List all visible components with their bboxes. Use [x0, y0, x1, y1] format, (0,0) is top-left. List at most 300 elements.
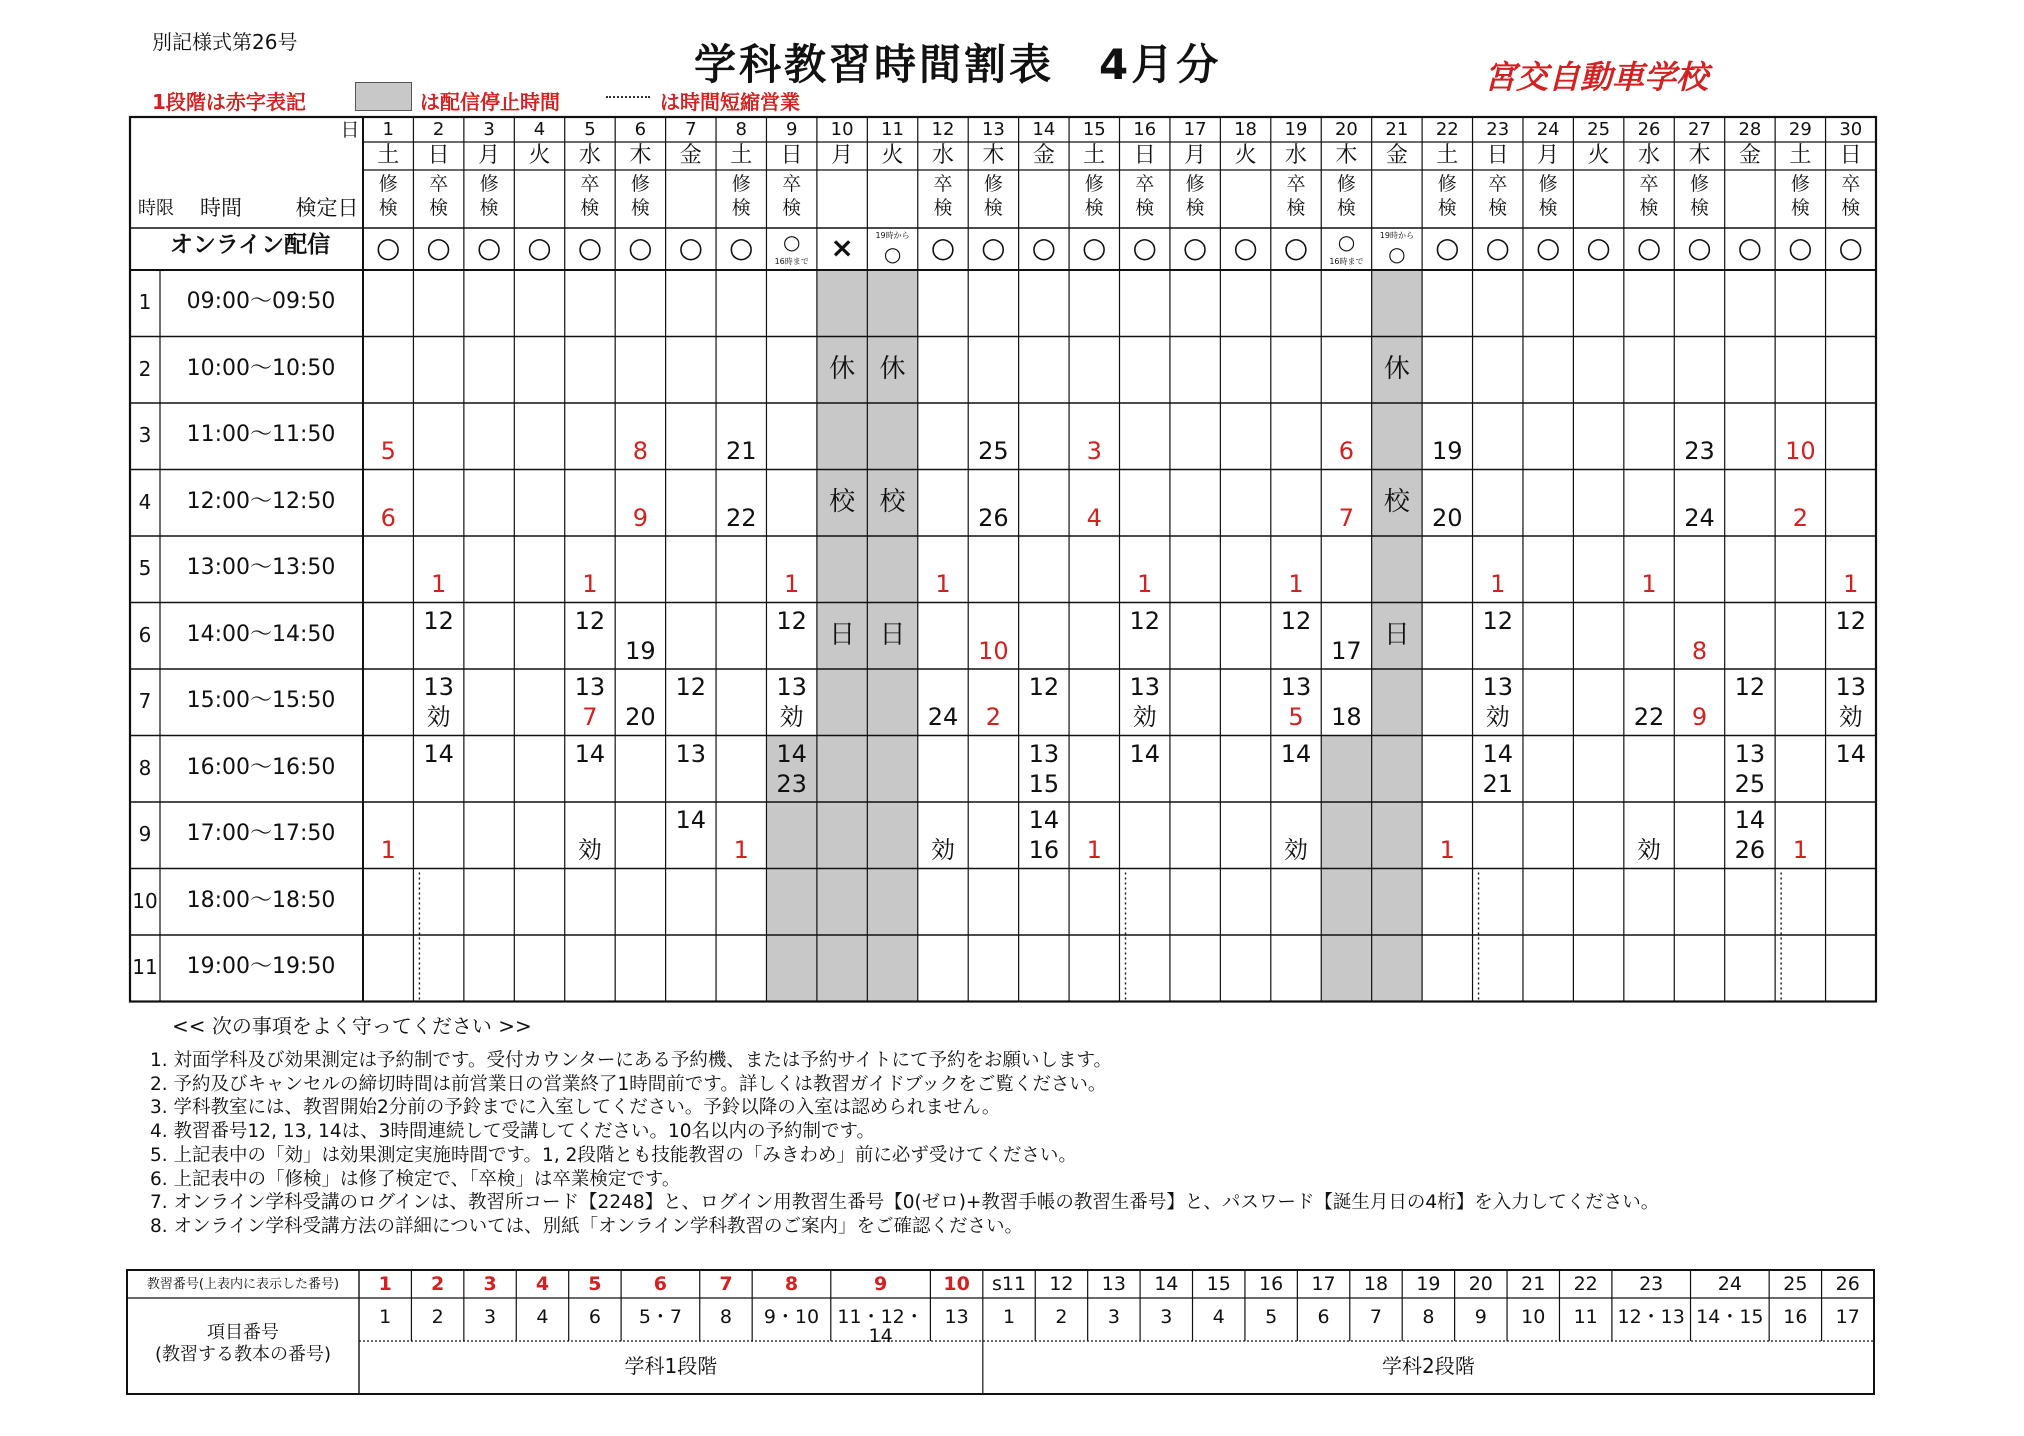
exam-type-top: 卒	[933, 173, 953, 195]
period-time: 13:00～13:50	[186, 555, 336, 581]
lesson-number: 18	[1363, 1273, 1389, 1295]
lesson-entry: 14	[675, 806, 707, 834]
lesson-entry: 14	[1482, 739, 1514, 768]
day-number: 25	[1587, 119, 1611, 140]
online-status: ○	[678, 231, 704, 264]
lesson-entry: 25	[1734, 769, 1766, 798]
item-number: 10	[1521, 1306, 1546, 1328]
online-status: ○	[1636, 231, 1662, 264]
online-status: ○	[426, 231, 451, 264]
lesson-number-row-label: 教習番号(上表内に表示した番号)	[146, 1277, 340, 1292]
day-number: 28	[1738, 119, 1762, 140]
weekday: 土	[1789, 143, 1812, 168]
online-status: ○	[527, 231, 552, 264]
period-time: 12:00～12:50	[186, 488, 336, 514]
closed-label: 校	[879, 486, 906, 517]
item-number: 1	[379, 1306, 392, 1328]
item-number: 9・10	[763, 1306, 820, 1328]
period-time: 15:00～15:50	[186, 688, 336, 714]
online-status: ○	[1031, 231, 1057, 264]
closed-label: 日	[1383, 619, 1410, 650]
exam-type-bottom: 検	[1286, 197, 1306, 219]
exam-type-bottom: 検	[1437, 197, 1457, 219]
online-status: ○	[1283, 231, 1309, 264]
period-time: 14:00～14:50	[186, 621, 336, 647]
exam-type-bottom: 検	[1639, 197, 1659, 219]
exam-type-top: 卒	[1286, 173, 1306, 195]
exam-type-bottom: 検	[580, 197, 600, 219]
item-number: 8	[719, 1306, 732, 1328]
lesson-entry: 3	[1086, 437, 1102, 465]
day-number: 23	[1486, 119, 1510, 140]
lesson-entry: 2	[1792, 503, 1808, 532]
lesson-entry: 24	[927, 703, 959, 731]
day-number: 21	[1385, 119, 1409, 140]
item-number: 9	[1474, 1306, 1487, 1328]
weekday: 金	[679, 143, 702, 168]
lesson-number: 23	[1639, 1273, 1664, 1295]
stage2-label: 学科2段階	[1382, 1354, 1475, 1378]
online-status: ○	[1132, 231, 1157, 264]
period-time: 11:00～11:50	[186, 422, 336, 448]
lesson-entry: 10	[1785, 437, 1816, 465]
day-number: 30	[1839, 119, 1863, 140]
lesson-entry: 19	[1432, 437, 1463, 465]
lesson-number: 17	[1311, 1273, 1336, 1295]
online-status: ○	[1737, 231, 1763, 264]
day-number: 6	[634, 119, 647, 140]
lesson-entry: 効	[930, 836, 955, 864]
lesson-number: 21	[1521, 1273, 1546, 1295]
day-number: 26	[1637, 119, 1661, 140]
lesson-entry: 効	[426, 703, 451, 731]
day-number: 19	[1284, 119, 1308, 140]
lesson-entry: 23	[1684, 437, 1715, 465]
online-note: 19時から	[875, 231, 910, 240]
weekday: 土	[730, 143, 753, 168]
form-number: 別記様式第26号	[152, 30, 298, 54]
lesson-entry: 15	[1028, 769, 1060, 798]
day-number: 27	[1688, 119, 1711, 140]
day-number: 1	[382, 119, 394, 140]
lesson-entry: 13	[574, 673, 606, 701]
lesson-number: 1	[378, 1273, 392, 1295]
online-note: 19時から	[1379, 231, 1414, 240]
lesson-entry: 14	[1280, 739, 1312, 768]
online-status: ○	[1082, 231, 1107, 264]
day-number: 15	[1082, 119, 1106, 140]
exam-type-bottom: 検	[378, 197, 398, 219]
weekday: 月	[1537, 143, 1560, 168]
lesson-entry: 18	[1331, 703, 1362, 731]
online-delivery-label: オンライン配信	[169, 232, 331, 258]
weekday: 金	[1032, 143, 1055, 168]
item-number: 3	[484, 1306, 497, 1328]
lesson-entry: 1	[1086, 836, 1102, 864]
online-status: ○	[1435, 231, 1460, 264]
exam-type-top: 修	[1336, 173, 1356, 195]
period-number: 7	[138, 689, 152, 714]
lesson-entry: 効	[1284, 836, 1308, 864]
lesson-entry: 20	[1432, 503, 1463, 532]
lesson-entry: 2	[985, 703, 1002, 731]
weekday: 日	[427, 143, 450, 168]
exam-type-top: 卒	[1639, 173, 1659, 195]
corner-time-label: 時間	[200, 196, 242, 220]
note-item: 4. 教習番号12, 13, 14は、3時間連続して受講してください。10名以内の予約制です。	[150, 1121, 876, 1143]
weekday: 日	[1486, 143, 1509, 168]
lesson-entry: 12	[574, 606, 606, 635]
lesson-entry: 14	[423, 739, 454, 768]
note-item: 7. オンライン学科受講のログインは、教習所コード【2248】と、ログイン用教習生番号【0(ゼロ)+教習手帳の教習生番号】と、パスワード【誕生月日の4桁】を入力してください。	[150, 1192, 1660, 1214]
online-status: ○	[782, 230, 801, 254]
day-number: 8	[735, 119, 747, 140]
exam-type-bottom: 検	[933, 197, 953, 219]
period-number: 11	[132, 955, 158, 980]
lesson-number: 19	[1416, 1273, 1441, 1295]
closed-label: 校	[829, 486, 856, 517]
lesson-number: 22	[1573, 1273, 1598, 1295]
exam-type-bottom: 検	[479, 197, 499, 219]
lesson-entry: 13	[1028, 739, 1060, 768]
exam-type-bottom: 検	[1135, 197, 1155, 219]
lesson-entry: 12	[675, 673, 707, 701]
weekday: 木	[629, 143, 652, 168]
online-status: ○	[729, 231, 754, 264]
lesson-entry: 8	[1691, 636, 1708, 665]
online-status: ○	[375, 231, 401, 264]
day-number: 4	[533, 119, 546, 140]
online-status: ○	[981, 231, 1006, 264]
online-status: ○	[1586, 231, 1611, 264]
lesson-entry: 1	[1843, 570, 1859, 598]
day-number: 12	[931, 119, 955, 140]
online-status: ○	[1838, 231, 1863, 264]
lesson-entry: 12	[1129, 606, 1160, 635]
item-number: 4	[536, 1306, 549, 1328]
lesson-entry: 14	[1734, 806, 1766, 834]
online-status: ○	[1535, 231, 1561, 264]
item-number-row-label: 項目番号 (教習する教本の番号)	[154, 1322, 332, 1365]
day-number: 3	[483, 119, 495, 140]
lesson-entry: 効	[779, 703, 804, 731]
weekday: 木	[1688, 143, 1711, 168]
exam-type-bottom: 検	[1790, 197, 1810, 219]
lesson-entry: 12	[1835, 606, 1867, 635]
lesson-entry: 6	[1338, 437, 1355, 465]
period-number: 1	[138, 290, 152, 315]
lesson-entry: 10	[978, 636, 1009, 665]
exam-type-top: 修	[1084, 173, 1104, 195]
online-note: 16時まで	[1329, 257, 1364, 266]
exam-type-top: 修	[1185, 173, 1205, 195]
closed-label: 休	[829, 353, 856, 384]
lesson-entry: 12	[1734, 673, 1766, 701]
weekday: 月	[478, 143, 501, 168]
weekday: 日	[1839, 143, 1862, 168]
period-number: 8	[138, 755, 152, 780]
online-status: ○	[577, 231, 603, 264]
exam-type-bottom: 検	[1185, 197, 1205, 219]
weekday: 火	[881, 143, 904, 168]
item-number: 8	[1422, 1306, 1435, 1328]
lesson-number: 26	[1835, 1273, 1860, 1295]
lesson-entry: 13	[776, 673, 807, 701]
lesson-entry: 7	[1338, 503, 1355, 532]
day-number: 14	[1032, 119, 1056, 140]
exam-type-top: 修	[630, 173, 650, 195]
lesson-entry: 5	[1288, 703, 1304, 731]
weekday: 月	[831, 143, 854, 168]
item-number: 17	[1835, 1306, 1860, 1328]
online-status: ○	[1388, 242, 1406, 266]
exam-type-bottom: 検	[1689, 197, 1709, 219]
lesson-entry: 7	[582, 703, 598, 731]
exam-type-bottom: 検	[1084, 197, 1104, 219]
online-status: ○	[883, 242, 902, 266]
period-time: 17:00～17:50	[186, 821, 336, 847]
lesson-entry: 1	[733, 836, 749, 864]
period-number: 9	[138, 822, 152, 847]
legend-gray-rule: は配信停止時間	[420, 90, 560, 114]
lesson-entry: 22	[725, 503, 757, 532]
lesson-entry: 13	[675, 739, 707, 768]
weekday: 月	[1184, 143, 1207, 168]
lesson-entry: 26	[978, 503, 1009, 532]
lesson-entry: 24	[1684, 503, 1715, 532]
exam-type-top: 修	[479, 173, 499, 195]
day-number: 13	[981, 119, 1005, 140]
item-number: 4	[1212, 1306, 1225, 1328]
period-number: 10	[132, 888, 158, 913]
note-item: 6. 上記表中の「修検」は修了検定で、「卒検」は卒業検定です。	[150, 1168, 681, 1190]
lesson-number: 10	[943, 1273, 970, 1295]
exam-type-top: 修	[1437, 173, 1457, 195]
online-status: ×	[830, 231, 854, 264]
item-number: 6	[588, 1306, 601, 1328]
lesson-entry: 9	[632, 503, 648, 532]
legend-red-rule: 1段階は赤字表記	[152, 90, 306, 114]
lesson-entry: 1	[1137, 570, 1153, 598]
online-status: ○	[1485, 231, 1510, 264]
lesson-entry: 14	[1129, 739, 1160, 768]
lesson-entry: 効	[1485, 703, 1510, 731]
lesson-entry: 1	[1288, 570, 1304, 598]
note-item: 5. 上記表中の「効」は効果測定実施時間です。1, 2段階とも技能教習の「みきわめ」前に必ず受けてください。	[150, 1144, 1077, 1166]
day-number: 5	[584, 119, 596, 140]
item-number: 7	[1369, 1306, 1383, 1328]
lesson-number: 2	[431, 1273, 445, 1295]
closed-label: 日	[829, 619, 856, 650]
day-number: 7	[685, 119, 697, 140]
lesson-number: s11	[991, 1273, 1027, 1295]
item-number: 11・12・14	[837, 1306, 924, 1347]
lesson-entry: 12	[1280, 606, 1312, 635]
lesson-entry: 25	[978, 437, 1009, 465]
weekday: 水	[1285, 143, 1308, 168]
exam-type-top: 修	[1538, 173, 1558, 195]
lesson-number: 6	[653, 1273, 668, 1295]
weekday: 金	[1738, 143, 1761, 168]
lesson-number: 13	[1101, 1273, 1126, 1295]
lesson-number: 24	[1717, 1273, 1742, 1295]
period-number: 4	[138, 489, 152, 514]
lesson-entry: 20	[625, 703, 656, 731]
day-number: 29	[1788, 119, 1812, 140]
lesson-number: 25	[1783, 1273, 1808, 1295]
item-number: 14・15	[1696, 1306, 1764, 1328]
lesson-entry: 19	[625, 636, 656, 665]
note-item: 2. 予約及びキャンセルの締切時間は前営業日の営業終了1時間前です。詳しくは教習ガイドブックをご覧ください。	[150, 1073, 1107, 1095]
item-number: 3	[1107, 1306, 1120, 1328]
lesson-number: 7	[719, 1273, 733, 1295]
period-time: 09:00～09:50	[186, 289, 336, 315]
lesson-entry: 1	[1792, 836, 1808, 864]
period-number: 3	[138, 423, 152, 448]
lesson-entry: 13	[423, 673, 454, 701]
item-number: 12・13	[1617, 1306, 1685, 1328]
weekday: 土	[377, 143, 400, 168]
period-number: 6	[138, 622, 152, 647]
lesson-entry: 13	[1482, 673, 1514, 701]
period-time: 19:00～19:50	[186, 954, 336, 980]
lesson-number: 16	[1259, 1273, 1284, 1295]
school-name: 宮交自動車学校	[1484, 58, 1709, 96]
lesson-number: 14	[1154, 1273, 1179, 1295]
period-time: 10:00～10:50	[186, 355, 336, 381]
lesson-entry: 効	[1838, 703, 1863, 731]
exam-type-bottom: 検	[1336, 197, 1356, 219]
online-status: ○	[476, 231, 502, 264]
day-number: 11	[881, 119, 904, 140]
exam-type-bottom: 検	[429, 197, 449, 219]
closed-label: 休	[879, 353, 906, 384]
lesson-number: 3	[483, 1273, 497, 1295]
weekday: 日	[1133, 143, 1156, 168]
lesson-entry: 13	[1129, 673, 1160, 701]
exam-type-top: 修	[731, 173, 751, 195]
period-number: 5	[138, 556, 152, 581]
day-number: 16	[1133, 119, 1157, 140]
exam-type-top: 修	[1790, 173, 1810, 195]
lesson-entry: 1	[1439, 836, 1455, 864]
online-status: ○	[1687, 231, 1712, 264]
lesson-entry: 1	[1641, 570, 1657, 598]
online-status: ○	[1233, 231, 1258, 264]
item-number: 2	[431, 1306, 444, 1328]
lesson-entry: 1	[784, 570, 800, 598]
exam-type-top: 修	[1689, 173, 1709, 195]
lesson-entry: 12	[1482, 606, 1514, 635]
exam-type-bottom: 検	[1488, 197, 1508, 219]
weekday: 土	[1083, 143, 1106, 168]
lesson-number: 4	[535, 1273, 550, 1295]
lesson-entry: 13	[1734, 739, 1766, 768]
online-note: 16時まで	[774, 257, 809, 266]
corner-exam-label: 検定日	[295, 196, 359, 220]
lesson-entry: 1	[380, 836, 396, 864]
lesson-entry: 8	[632, 437, 648, 465]
exam-type-top: 卒	[1135, 173, 1155, 195]
lesson-entry: 4	[1086, 503, 1102, 532]
day-number: 20	[1334, 119, 1358, 140]
exam-type-top: 卒	[580, 173, 600, 195]
period-number: 2	[138, 356, 152, 381]
lesson-entry: 5	[380, 437, 396, 465]
weekday: 水	[1638, 143, 1661, 168]
weekday: 金	[1385, 143, 1408, 168]
lesson-entry: 12	[423, 606, 454, 635]
lesson-number: 12	[1049, 1273, 1074, 1295]
exam-type-top: 卒	[429, 173, 449, 195]
day-number: 24	[1536, 119, 1560, 140]
lesson-entry: 効	[1637, 836, 1662, 864]
lesson-number: 20	[1468, 1273, 1493, 1295]
weekday: 木	[982, 143, 1005, 168]
exam-type-top: 卒	[782, 173, 802, 195]
exam-type-bottom: 検	[983, 197, 1003, 219]
exam-type-top: 修	[983, 173, 1003, 195]
lesson-entry: 14	[574, 739, 606, 768]
online-status: ○	[1788, 231, 1813, 264]
lesson-entry: 16	[1028, 836, 1060, 864]
item-number: 3	[1160, 1306, 1173, 1328]
closed-label: 休	[1383, 353, 1410, 384]
lesson-number: 5	[588, 1273, 602, 1295]
item-number: 5・7	[638, 1306, 683, 1328]
lesson-entry: 14	[1028, 806, 1060, 834]
weekday: 日	[780, 143, 803, 168]
exam-type-bottom: 検	[630, 197, 650, 219]
lesson-entry: 13	[1835, 673, 1867, 701]
day-number: 9	[785, 119, 798, 140]
lesson-entry: 1	[582, 570, 598, 598]
online-status: ○	[1337, 230, 1356, 254]
item-number: 2	[1055, 1306, 1068, 1328]
weekday: 土	[1436, 143, 1459, 168]
exam-type-bottom: 検	[731, 197, 751, 219]
lesson-entry: 6	[380, 503, 396, 532]
item-number: 6	[1317, 1306, 1330, 1328]
lesson-entry: 1	[430, 570, 447, 598]
weekday: 火	[1234, 143, 1257, 168]
item-number: 16	[1783, 1306, 1808, 1328]
item-number: 13	[944, 1306, 969, 1328]
weekday: 水	[578, 143, 601, 168]
legend-dotted-rule: は時間短縮営業	[660, 90, 800, 114]
page-title: 学科教習時間割表 4月分	[694, 40, 1222, 89]
exam-type-bottom: 検	[782, 197, 802, 219]
lesson-number: 15	[1206, 1273, 1231, 1295]
lesson-number: 9	[873, 1273, 888, 1295]
day-number: 18	[1234, 119, 1258, 140]
exam-type-top: 卒	[1841, 173, 1861, 195]
weekday: 水	[931, 143, 954, 168]
lesson-entry: 12	[776, 606, 807, 635]
lesson-entry: 22	[1633, 703, 1665, 731]
exam-type-top: 卒	[1488, 173, 1508, 195]
online-status: ○	[628, 231, 653, 264]
stage1-label: 学科1段階	[624, 1354, 718, 1378]
corner-period-label: 時限	[138, 198, 174, 219]
day-number: 22	[1435, 119, 1459, 140]
lesson-entry: 1	[1490, 570, 1506, 598]
note-item: 1. 対面学科及び効果測定は予約制です。受付カウンターにある予約機、または予約サイトにて予約をお願いします。	[150, 1050, 1113, 1071]
lesson-entry: 14	[776, 739, 807, 768]
lesson-entry: 9	[1691, 703, 1708, 731]
period-time: 16:00～16:50	[186, 754, 336, 780]
lesson-entry: 1	[935, 570, 951, 598]
